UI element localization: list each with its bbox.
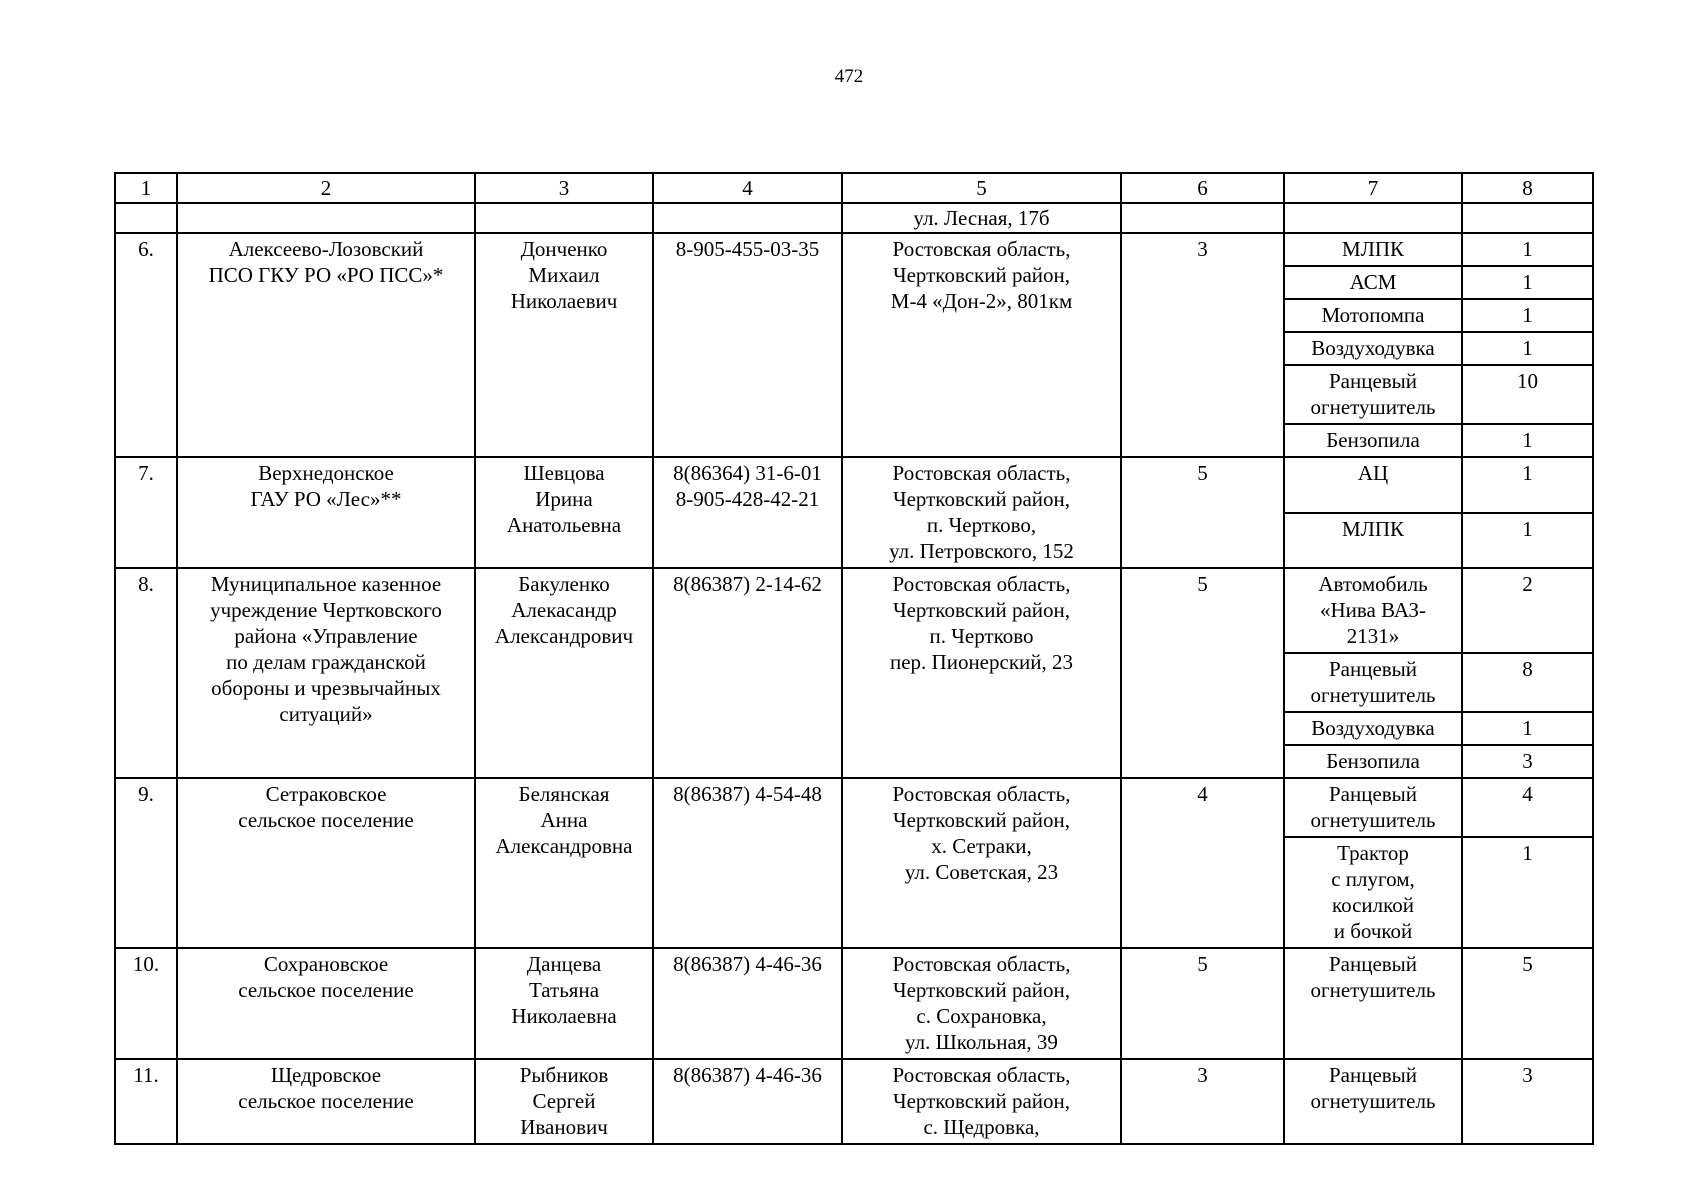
equipment-name-cell: Ранцевый огнетушитель <box>1284 948 1462 1059</box>
count-cell: 5 <box>1121 568 1284 778</box>
equipment-name-cell: АЦ <box>1284 457 1462 513</box>
equipment-name-cell: Мотопомпа <box>1284 299 1462 332</box>
phone-cell: 8(86387) 4-54-48 <box>653 778 842 948</box>
table-body <box>115 173 1593 1144</box>
column-header: 1 <box>115 173 177 203</box>
empty-cell <box>1284 203 1462 233</box>
equipment-quantity-cell: 1 <box>1462 233 1593 266</box>
empty-cell <box>115 203 177 233</box>
table-row <box>115 778 1593 837</box>
address-cell: Ростовская область, Чертковский район, М-4 «Дон-2», 801км <box>842 233 1121 457</box>
equipment-quantity-cell: 5 <box>1462 948 1593 1059</box>
empty-cell <box>653 203 842 233</box>
equipment-name-cell: Воздуходувка <box>1284 332 1462 365</box>
equipment-quantity-cell: 1 <box>1462 266 1593 299</box>
equipment-quantity-cell: 3 <box>1462 745 1593 778</box>
equipment-name-cell: Ранцевый огнетушитель <box>1284 365 1462 424</box>
row-number: 6. <box>115 233 177 457</box>
empty-cell <box>1462 203 1593 233</box>
column-header: 2 <box>177 173 475 203</box>
equipment-quantity-cell: 1 <box>1462 424 1593 457</box>
equipment-quantity-cell: 1 <box>1462 332 1593 365</box>
responsible-person-cell: Рыбников Сергей Иванович <box>475 1059 653 1144</box>
equipment-name-cell: АСМ <box>1284 266 1462 299</box>
address-cell: Ростовская область, Чертковский район, п. Чертково пер. Пионерский, 23 <box>842 568 1121 778</box>
phone-cell: 8(86387) 4-46-36 <box>653 1059 842 1144</box>
organization-cell: Верхнедонское ГАУ РО «Лес»** <box>177 457 475 568</box>
count-cell: 5 <box>1121 457 1284 568</box>
address-cell: Ростовская область, Чертковский район, п. Чертково, ул. Петровского, 152 <box>842 457 1121 568</box>
count-cell: 3 <box>1121 233 1284 457</box>
address-cell: Ростовская область, Чертковский район, с. Щедровка, <box>842 1059 1121 1144</box>
column-header: 3 <box>475 173 653 203</box>
equipment-name-cell: Ранцевый огнетушитель <box>1284 778 1462 837</box>
row-number: 10. <box>115 948 177 1059</box>
empty-cell <box>177 203 475 233</box>
organization-cell: Сетраковское сельское поселение <box>177 778 475 948</box>
equipment-quantity-cell: 1 <box>1462 712 1593 745</box>
address-cell: Ростовская область, Чертковский район, х. Сетраки, ул. Советская, 23 <box>842 778 1121 948</box>
row-number: 7. <box>115 457 177 568</box>
column-number-row <box>115 173 1593 203</box>
row-number: 8. <box>115 568 177 778</box>
column-header: 4 <box>653 173 842 203</box>
address-cell: ул. Лесная, 17б <box>842 203 1121 233</box>
equipment-quantity-cell: 10 <box>1462 365 1593 424</box>
count-cell: 4 <box>1121 778 1284 948</box>
table-row <box>115 1059 1593 1144</box>
responsible-person-cell: Донченко Михаил Николаевич <box>475 233 653 457</box>
phone-cell: 8(86387) 2-14-62 <box>653 568 842 778</box>
row-number: 9. <box>115 778 177 948</box>
equipment-name-cell: Трактор с плугом, косилкой и бочкой <box>1284 837 1462 948</box>
column-header: 5 <box>842 173 1121 203</box>
count-cell: 3 <box>1121 1059 1284 1144</box>
responsible-person-cell: Данцева Татьяна Николаевна <box>475 948 653 1059</box>
column-header: 8 <box>1462 173 1593 203</box>
equipment-name-cell: Воздуходувка <box>1284 712 1462 745</box>
table-row <box>115 948 1593 1059</box>
equipment-name-cell: Ранцевый огнетушитель <box>1284 653 1462 712</box>
empty-cell <box>475 203 653 233</box>
phone-cell: 8-905-455-03-35 <box>653 233 842 457</box>
organization-cell: Алексеево-Лозовский ПСО ГКУ РО «РО ПСС»* <box>177 233 475 457</box>
responsible-person-cell: Бакуленко Алекасандр Александрович <box>475 568 653 778</box>
equipment-quantity-cell: 1 <box>1462 837 1593 948</box>
organization-cell: Муниципальное казенное учреждение Чертковского района «Управление по делам гражданской обороны и чрезвычайных ситуаций» <box>177 568 475 778</box>
empty-cell <box>1121 203 1284 233</box>
equipment-name-cell: Бензопила <box>1284 745 1462 778</box>
responsible-person-cell: Белянская Анна Александровна <box>475 778 653 948</box>
table-row <box>115 233 1593 266</box>
equipment-quantity-cell: 3 <box>1462 1059 1593 1144</box>
table-row <box>115 457 1593 513</box>
equipment-quantity-cell: 2 <box>1462 568 1593 653</box>
phone-cell: 8(86387) 4-46-36 <box>653 948 842 1059</box>
organization-cell: Щедровское сельское поселение <box>177 1059 475 1144</box>
equipment-name-cell: Ранцевый огнетушитель <box>1284 1059 1462 1144</box>
equipment-registry-table <box>114 172 1594 1145</box>
count-cell: 5 <box>1121 948 1284 1059</box>
equipment-quantity-cell: 8 <box>1462 653 1593 712</box>
address-cell: Ростовская область, Чертковский район, с. Сохрановка, ул. Школьная, 39 <box>842 948 1121 1059</box>
table-row <box>115 568 1593 653</box>
row-number: 11. <box>115 1059 177 1144</box>
equipment-quantity-cell: 1 <box>1462 299 1593 332</box>
equipment-name-cell: МЛПК <box>1284 513 1462 569</box>
column-header: 7 <box>1284 173 1462 203</box>
responsible-person-cell: Шевцова Ирина Анатольевна <box>475 457 653 568</box>
organization-cell: Сохрановское сельское поселение <box>177 948 475 1059</box>
equipment-name-cell: Автомобиль «Нива ВАЗ- 2131» <box>1284 568 1462 653</box>
equipment-quantity-cell: 4 <box>1462 778 1593 837</box>
equipment-quantity-cell: 1 <box>1462 513 1593 569</box>
column-header: 6 <box>1121 173 1284 203</box>
equipment-name-cell: Бензопила <box>1284 424 1462 457</box>
equipment-quantity-cell: 1 <box>1462 457 1593 513</box>
continuation-row <box>115 203 1593 233</box>
phone-cell: 8(86364) 31-6-01 8-905-428-42-21 <box>653 457 842 568</box>
equipment-name-cell: МЛПК <box>1284 233 1462 266</box>
page-number: 472 <box>834 66 864 87</box>
